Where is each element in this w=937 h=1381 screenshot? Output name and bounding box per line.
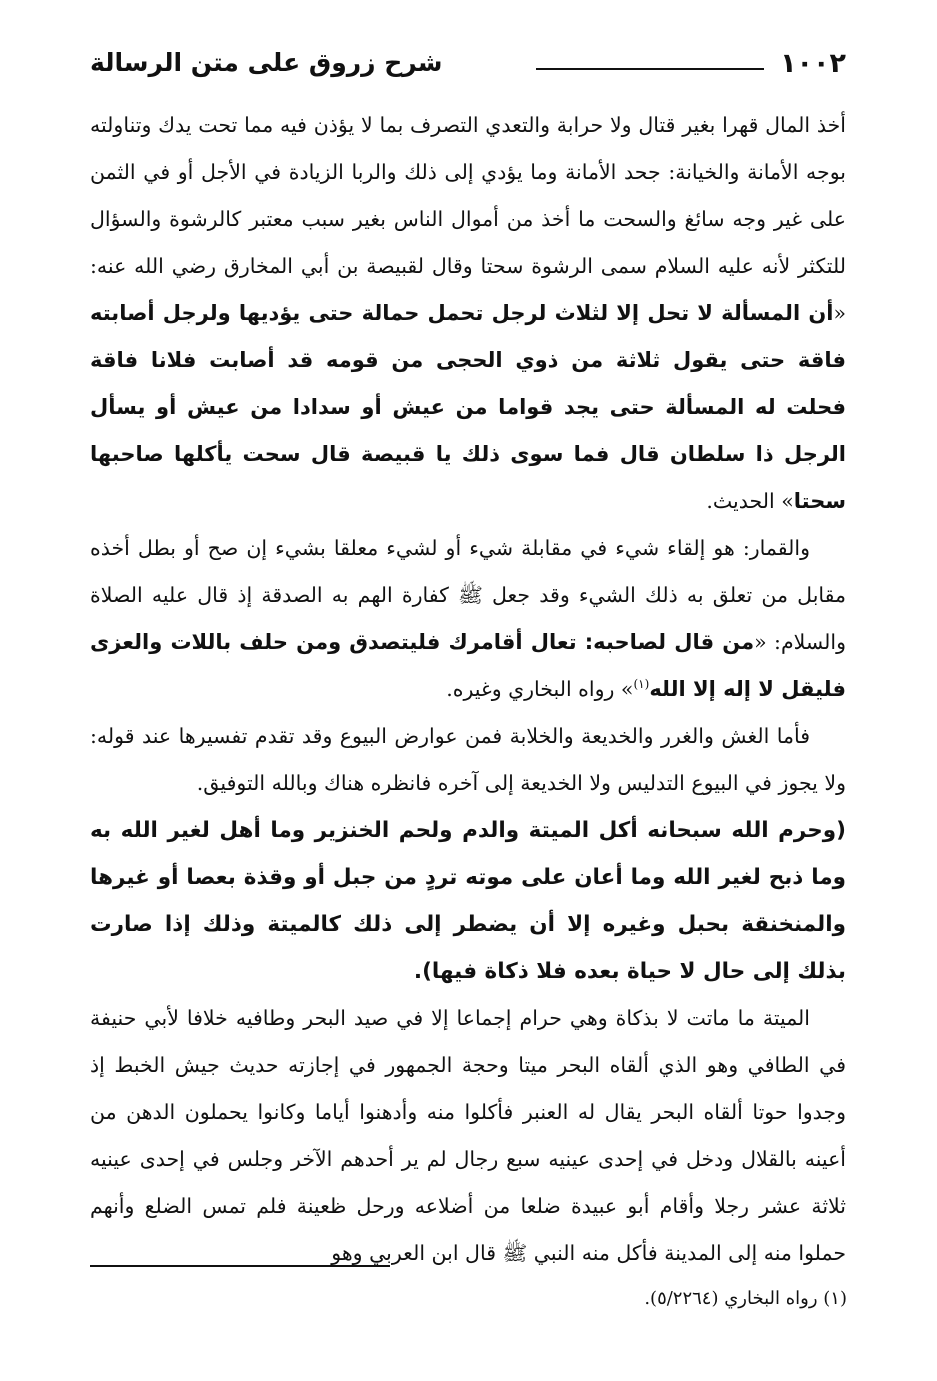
paragraph-1-text: أخذ المال قهرا بغير قتال ولا حرابة والتعدي التصرف بما لا يؤذن فيه مما تحت يدك وتناولته بوجه الأمانة والخيانة: جحد الأمانة وما يؤدي إلى ذلك والربا الزيادة في الأجل أو في الثمن على غير وجه سائغ والسحت ما أخذ من أموال الناس بغير سبب معتبر كالرشوة والسؤال للتكثر لأنه عليه السلام سمى الرشوة سحتا وقال لقبيصة بن أبي المخارق رضي الله عنه: « bbox=[90, 113, 847, 325]
paragraph-2-text: والقمار: هو إلقاء شيء في مقابلة شيء أو لشيء معلقا بشيء إن صح أو بطل أخذه مقابل من تعلق به ذلك الشيء وقد جعل ﷺ كفارة الهم به الصدقة إذ قال عليه الصلاة والسلام: « bbox=[90, 536, 846, 654]
page-header bbox=[90, 38, 846, 96]
footnote-marker[interactable]: (١) bbox=[633, 677, 650, 692]
page-number: ١٠٠٢ bbox=[780, 48, 846, 79]
paragraph-3: فأما الغش والغرر والخديعة والخلابة فمن عوارض البيوع وقد تقدم تفسيرها عند قوله: ولا يجوز في البيوع التدليس ولا الخديعة إلى آخره فانظره هناك وبالله التوفيق. bbox=[90, 724, 846, 795]
body-text bbox=[90, 102, 846, 1277]
hadith-qabisa: أن المسألة لا تحل إلا لثلاث لرجل تحمل حمالة حتى يؤديها ولرجل أصابته فاقة حتى يقول ثلاثة من ذوي الحجى من قومه قد أصابت فلانا فاقة فحلت له المسألة حتى يجد قواما من عيش أو سدادا من عيش أو يسأل الرجل ذا سلطان قال فما سوى ذلك يا قبيصة قال سحت يأكلها صاحبها سحتا bbox=[90, 301, 846, 513]
header-rule bbox=[536, 68, 764, 70]
paragraph-2 bbox=[90, 525, 846, 713]
matn-text: (وحرم الله سبحانه أكل الميتة والدم ولحم الخنزير وما أهل لغير الله به وما ذبح لغير الله وما أعان على موته تردٍ من جبل أو وقذة بعصا أو غيرها والمنخنقة بحبل وغيره إلا أن يضطر إلى ذلك كالميتة وذلك إذا صارت بذلك إلى حال لا حياة بعده فلا ذكاة فيها). bbox=[90, 818, 846, 984]
paragraph-1 bbox=[90, 102, 846, 525]
book-page bbox=[90, 38, 846, 1277]
footnote: (١) رواه البخاري (٥/٢٢٦٤). bbox=[644, 1288, 847, 1309]
hadith-gambling: من قال لصاحبه: تعال أقامرك فليتصدق ومن حلف باللات والعزى فليقل لا إله إلا الله bbox=[90, 630, 846, 701]
footnote-rule bbox=[90, 1265, 390, 1267]
paragraph-2-end: » رواه البخاري وغيره. bbox=[446, 677, 634, 701]
paragraph-1-end: » الحديث. bbox=[706, 489, 794, 513]
book-title: شرح زروق على متن الرسالة bbox=[90, 48, 443, 77]
paragraph-5: الميتة ما ماتت لا بذكاة وهي حرام إجماعا إلا في صيد البحر وطافيه خلافا لأبي حنيفة في الطافي وهو الذي ألقاه البحر ميتا وحجة الجمهور في إجازته حديث جيش الخبط إذ وجدوا حوتا ألقاه البحر يقال له العنبر فأكلوا منه وأدهنوا أياما وكانوا يحملون الدهن من أعينه بالقلال ودخل في إحدى عينيه سبع رجال لم ير أحدهم الآخر وجلس في إحدى عينيه ثلاثة عشر رجلا وأقام أبو عبيدة ضلعا من أضلاعه ورحل ظعينة فلم تمس الضلع وأنهم حملوا منه إلى المدينة فأكل منه النبي ﷺ قال ابن العربي وهو bbox=[90, 1006, 846, 1265]
